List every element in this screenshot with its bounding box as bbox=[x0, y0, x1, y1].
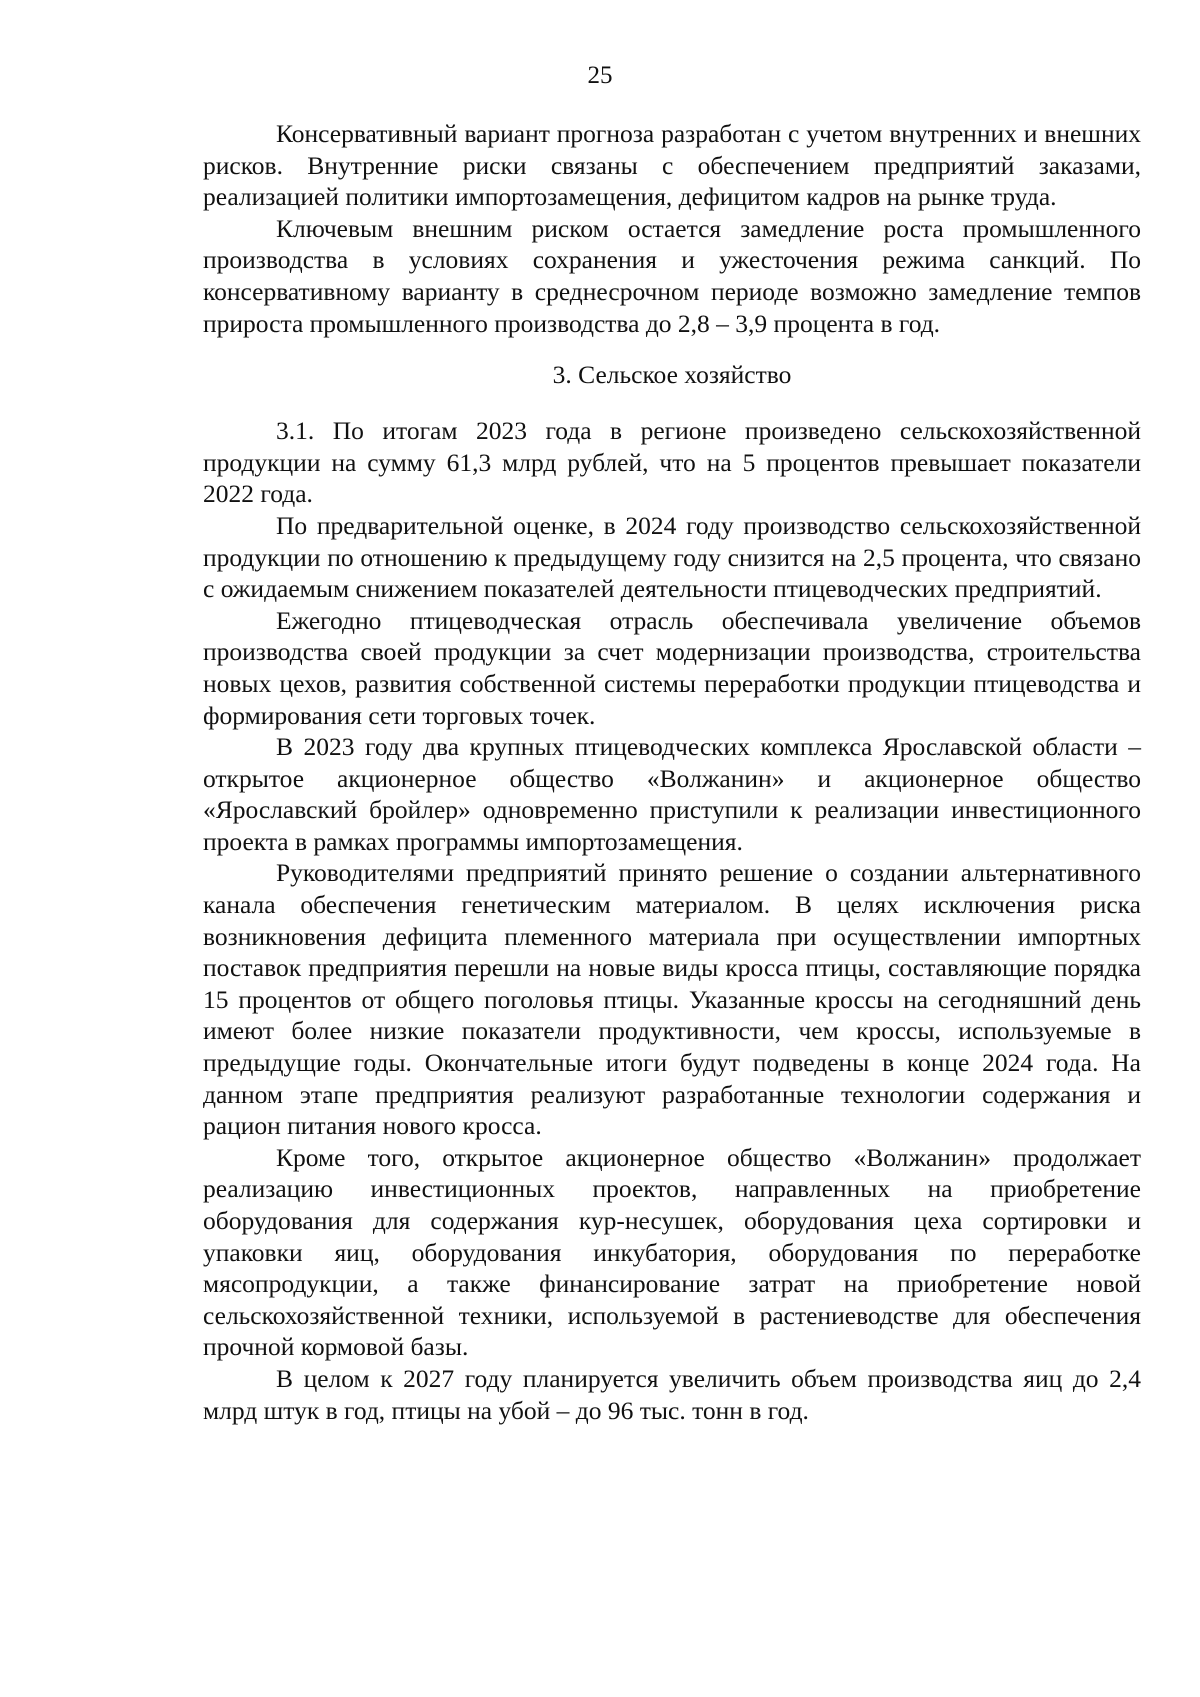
page-number: 25 bbox=[587, 62, 613, 89]
paragraph-genetic-material: Руководителями предприятий принято решение о создании альтернативного канала обеспечения генетическим материалом. В целях исключения риска возникновения дефицита племенного материала при осуществлении импортных поставок предприятия перешли на новые виды кросса птицы, составляющие порядка 15 процентов от общего поголовья птицы. Указанные кроссы на сегодняшний день имеют более низкие показатели продуктивности, чем кроссы, используемые в предыдущие годы. Окончательные итоги будут подведены в конце 2024 года. На данном этапе предприятия реализуют разработанные технологии содержания и рацион питания нового кросса. bbox=[203, 858, 1141, 1141]
paragraph-investment-project: В 2023 году два крупных птицеводческих комплекса Ярославской области – открытое акционерное общество «Волжанин» и акционерное общество «Ярославский бройлер» одновременно приступили к реализации инвестиционного проекта в рамках программы импортозамещения. bbox=[203, 732, 1141, 856]
paragraph-external-risk: Ключевым внешним риском остается замедление роста промышленного производства в условиях сохранения и ужесточения режима санкций. По консервативному варианту в среднесрочном периоде возможно замедление темпов прироста промышленного производства до 2,8 – 3,9 процента в год. bbox=[203, 213, 1141, 338]
paragraph-poultry-growth: Ежегодно птицеводческая отрасль обеспечивала увеличение объемов производства своей продукции за счет модернизации производства, строительства новых цехов, развития собственной системы переработки продукции птицеводства и формирования сети торговых точек. bbox=[203, 605, 1141, 730]
paragraph-2023-results: 3.1. По итогам 2023 года в регионе произведено сельскохозяйственной продукции на сумму 61,3 млрд рублей, что на 5 процентов превышает показатели 2022 года. bbox=[203, 416, 1141, 509]
paragraph-2024-estimate: По предварительной оценке, в 2024 году производство сельскохозяйственной продукции по отношению к предыдущему году снизится на 2,5 процента, что связано с ожидаемым снижением показателей деятельности птицеводческих предприятий. bbox=[203, 510, 1141, 604]
paragraph-2027-plan: В целом к 2027 году планируется увеличить объем производства яиц до 2,4 млрд штук в год, птицы на убой – до 96 тыс. тонн в год. bbox=[203, 1363, 1141, 1425]
paragraph-conservative-forecast: Консервативный вариант прогноза разработан с учетом внутренних и внешних рисков. Внутренние риски связаны с обеспечением предприятий заказами, реализацией политики импортозамещения, дефицитом кадров на рынке труда. bbox=[203, 119, 1141, 212]
section-heading: 3. Сельское хозяйство bbox=[552, 360, 792, 390]
paragraph-volzhanin-projects: Кроме того, открытое акционерное общество «Волжанин» продолжает реализацию инвестиционных проектов, направленных на приобретение оборудования для содержания кур-несушек, оборудования цеха сортировки и упаковки яиц, оборудования инкубатория, оборудования по переработке мясопродукции, а также финансирование затрат на приобретение новой сельскохозяйственной техники, используемой в растениеводстве для обеспечения прочной кормовой базы. bbox=[203, 1142, 1141, 1362]
document-body bbox=[203, 118, 1141, 1426]
